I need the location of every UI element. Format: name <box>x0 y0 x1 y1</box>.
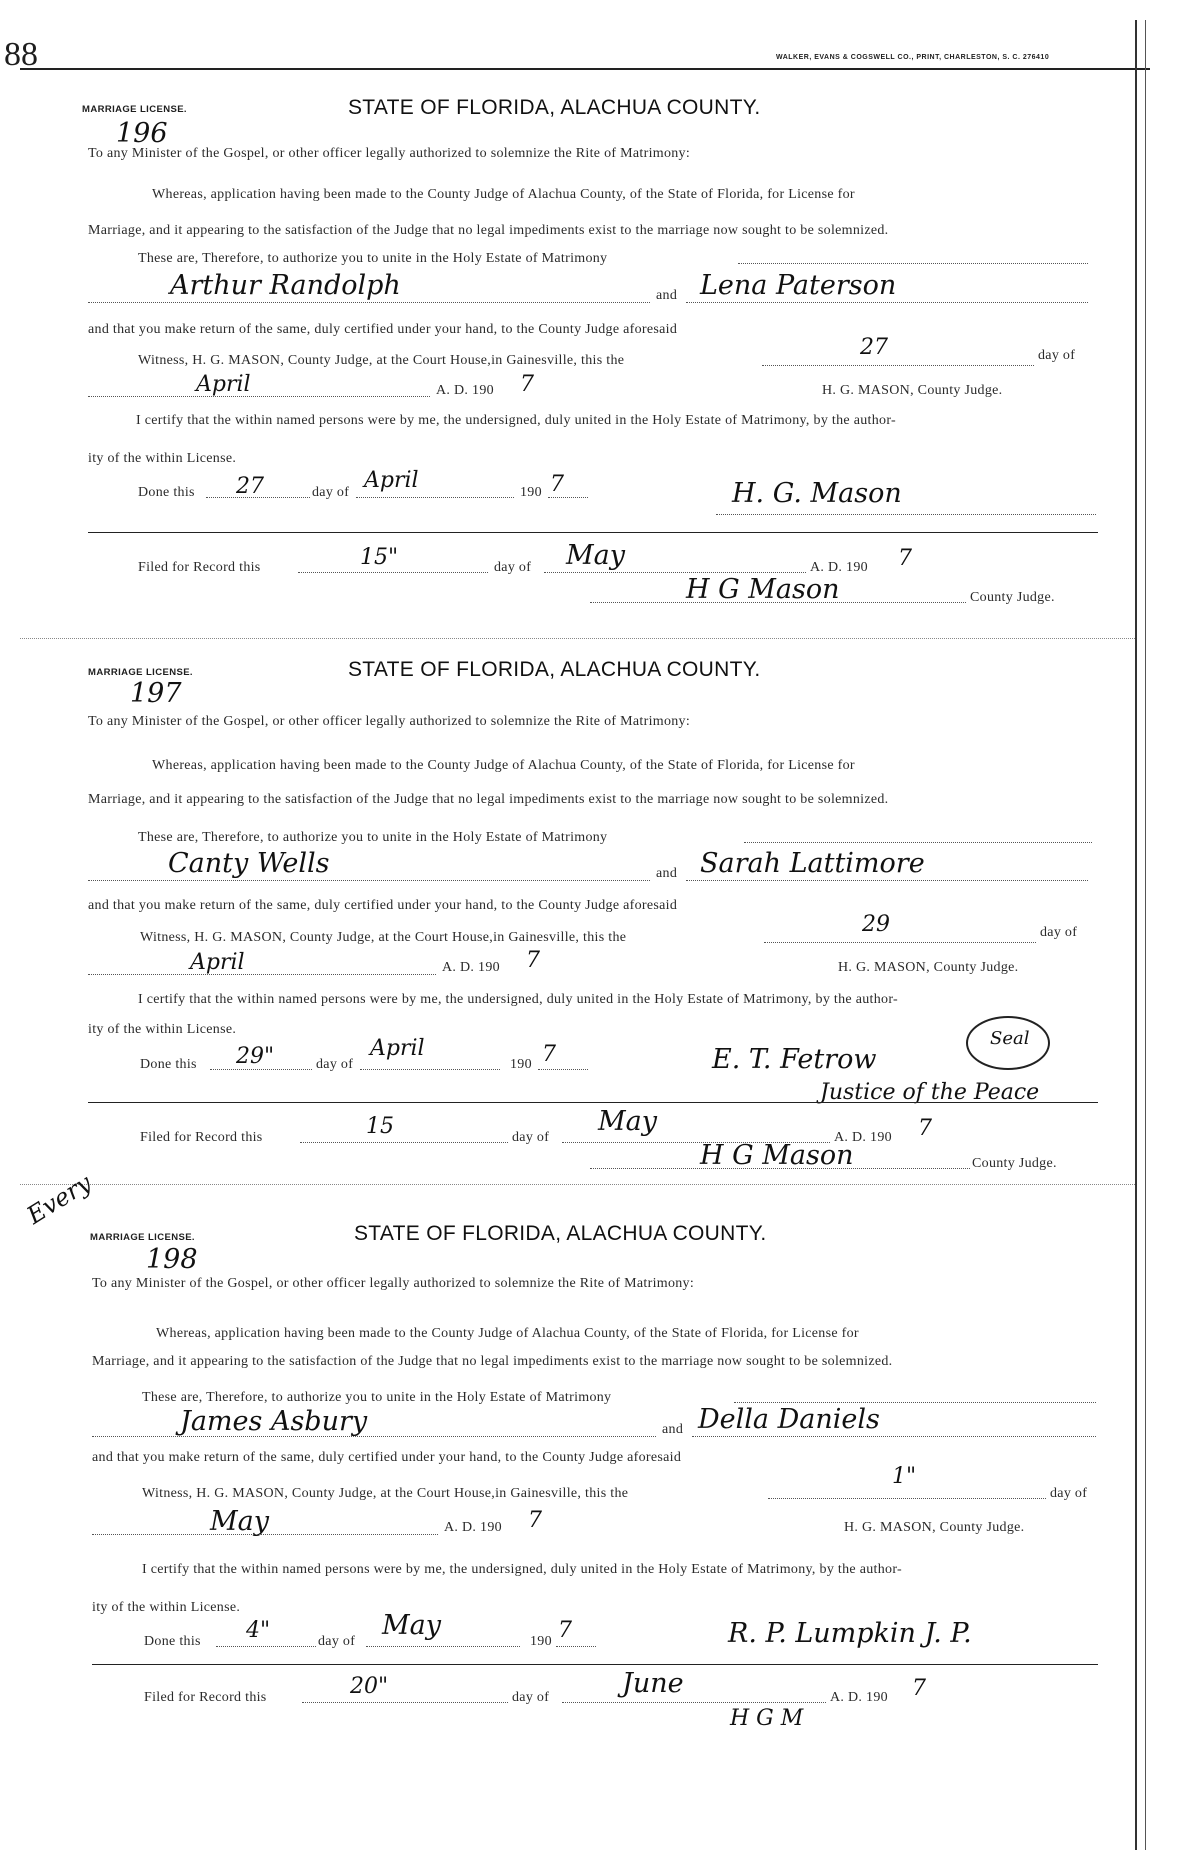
county-judge-label: County Judge. <box>972 1156 1057 1171</box>
fill-line <box>360 1069 500 1070</box>
license-label: MARRIAGE LICENSE. <box>88 667 193 678</box>
done-this-label: Done this <box>144 1634 201 1649</box>
filed-month: June <box>622 1668 684 1699</box>
section-rule <box>92 1664 1098 1665</box>
done-month: May <box>382 1610 441 1641</box>
officiant-signature: E. T. Fetrow <box>712 1044 877 1075</box>
right-border-line-outer <box>1145 20 1146 1850</box>
these-are: These are, Therefore, to authorize you to unite in the Holy Estate of Matrimony <box>138 251 608 266</box>
done-month: April <box>364 468 419 493</box>
bride-name: Lena Paterson <box>700 270 897 301</box>
fill-line <box>356 497 514 498</box>
done-day: 4" <box>246 1618 271 1643</box>
done-this-label: Done this <box>140 1057 197 1072</box>
judge-print: H. G. MASON, County Judge. <box>844 1520 1025 1535</box>
fill-line <box>686 880 1088 881</box>
fill-line <box>744 842 1092 843</box>
done-year-digit: 7 <box>542 1042 556 1067</box>
fill-line <box>556 1646 596 1647</box>
whereas-line-2: Marriage, and it appearing to the satisfaction of the Judge that no legal impediments exist to the marriage now sought to be solemnized. <box>88 792 889 807</box>
license-number: 197 <box>130 678 182 709</box>
ad-label: A. D. 190 <box>442 960 500 975</box>
fill-line <box>298 572 488 573</box>
to-any-minister: To any Minister of the Gospel, or other officer legally authorized to solemnize the Rite of Matrimony: <box>92 1276 695 1291</box>
fill-line <box>210 1069 312 1070</box>
and-label: and <box>656 288 678 303</box>
right-border-line <box>1135 20 1137 1850</box>
filed-month: May <box>598 1106 657 1137</box>
done-day-of-label: day of <box>312 485 350 500</box>
witness-year-digit: 7 <box>528 1508 542 1533</box>
filed-ad-label: A. D. 190 <box>834 1130 892 1145</box>
done-day-of-label: day of <box>316 1057 354 1072</box>
certify-line-2: ity of the within License. <box>88 451 237 466</box>
signature-line <box>590 602 966 603</box>
state-heading: STATE OF FLORIDA, ALACHUA COUNTY. <box>354 1222 767 1245</box>
filed-judge-signature: H G Mason <box>686 574 840 605</box>
done-year: 190 <box>510 1057 532 1072</box>
margin-note: Every <box>22 1168 97 1230</box>
judge-print: H. G. MASON, County Judge. <box>838 960 1019 975</box>
license-number: 198 <box>146 1244 198 1275</box>
officiant-signature: R. P. Lumpkin J. P. <box>728 1618 972 1649</box>
whereas-line-2: Marriage, and it appearing to the satisfaction of the Judge that no legal impediments exist to the marriage now sought to be solemnized. <box>92 1354 893 1369</box>
filed-day: 15 <box>366 1114 394 1139</box>
filed-label: Filed for Record this <box>140 1130 263 1145</box>
section-rule <box>88 532 1098 533</box>
filed-day: 20" <box>350 1674 389 1699</box>
these-are: These are, Therefore, to authorize you to unite in the Holy Estate of Matrimony <box>138 830 608 845</box>
seal-text: Seal <box>990 1028 1030 1049</box>
witness-month: April <box>190 950 245 975</box>
filed-day: 15" <box>360 545 399 570</box>
fill-line <box>768 1498 1046 1499</box>
certify-line-1: I certify that the within named persons were by me, the undersigned, duly united in the Holy Estate of Matrimony, by the author- <box>142 1562 902 1577</box>
fill-line <box>538 1069 588 1070</box>
witness-day: 1" <box>892 1464 917 1489</box>
fill-line <box>366 1646 520 1647</box>
signature-line <box>716 514 1096 515</box>
ad-label: A. D. 190 <box>444 1520 502 1535</box>
filed-month: May <box>566 540 625 571</box>
top-border-line <box>20 68 1150 70</box>
filed-day-of-label: day of <box>494 560 532 575</box>
license-label: MARRIAGE LICENSE. <box>82 104 187 115</box>
whereas-line-1: Whereas, application having been made to the County Judge of Alachua County, of the State of Florida, for License for <box>156 1326 859 1341</box>
fill-line <box>562 1702 826 1703</box>
witness-month: May <box>210 1506 269 1537</box>
and-label: and <box>662 1422 684 1437</box>
fill-line <box>686 302 1088 303</box>
fill-line <box>92 1436 656 1437</box>
witness-month: April <box>196 372 251 397</box>
fill-line <box>216 1646 316 1647</box>
fill-line <box>764 942 1036 943</box>
license-number: 196 <box>116 118 168 149</box>
fill-line <box>544 572 806 573</box>
to-any-minister: To any Minister of the Gospel, or other officer legally authorized to solemnize the Rite of Matrimony: <box>88 714 691 729</box>
fill-line <box>88 880 650 881</box>
fill-line <box>692 1436 1096 1437</box>
fill-line <box>300 1142 508 1143</box>
state-heading: STATE OF FLORIDA, ALACHUA COUNTY. <box>348 658 761 681</box>
state-heading: STATE OF FLORIDA, ALACHUA COUNTY. <box>348 96 761 119</box>
witness-line: Witness, H. G. MASON, County Judge, at the Court House,in Gainesville, this the <box>142 1486 629 1501</box>
page-divider <box>20 638 1135 639</box>
these-are: These are, Therefore, to authorize you to unite in the Holy Estate of Matrimony <box>142 1390 612 1405</box>
filed-ad-label: A. D. 190 <box>830 1690 888 1705</box>
fill-line <box>88 302 650 303</box>
certify-line-2: ity of the within License. <box>92 1600 241 1615</box>
county-judge-label: County Judge. <box>970 590 1055 605</box>
filed-year-digit: 7 <box>912 1676 926 1701</box>
return-line: and that you make return of the same, duly certified under your hand, to the County Judge aforesaid <box>88 898 678 913</box>
groom-name: Canty Wells <box>168 848 330 879</box>
return-line: and that you make return of the same, duly certified under your hand, to the County Judge aforesaid <box>92 1450 682 1465</box>
filed-year-digit: 7 <box>898 546 912 571</box>
filed-day-of-label: day of <box>512 1130 550 1145</box>
fill-line <box>302 1702 508 1703</box>
to-any-minister: To any Minister of the Gospel, or other officer legally authorized to solemnize the Rite of Matrimony: <box>88 146 691 161</box>
judge-print: H. G. MASON, County Judge. <box>822 383 1003 398</box>
section-rule <box>88 1102 1098 1103</box>
fill-line <box>738 263 1088 264</box>
page-number: 88 <box>4 36 38 73</box>
certify-line-1: I certify that the within named persons were by me, the undersigned, duly united in the Holy Estate of Matrimony, by the author- <box>138 992 898 1007</box>
bride-name: Sarah Lattimore <box>700 848 925 879</box>
witness-day: 27 <box>860 335 888 360</box>
whereas-line-1: Whereas, application having been made to the County Judge of Alachua County, of the State of Florida, for License for <box>152 187 855 202</box>
filed-judge-signature: H G Mason <box>700 1140 854 1171</box>
done-month: April <box>370 1036 425 1061</box>
done-year-digit: 7 <box>558 1618 572 1643</box>
fill-line <box>762 365 1034 366</box>
done-day-of-label: day of <box>318 1634 356 1649</box>
officiant-title: Justice of the Peace <box>820 1080 1040 1105</box>
witness-year-digit: 7 <box>520 372 534 397</box>
done-year: 190 <box>520 485 542 500</box>
day-of-label: day of <box>1050 1486 1088 1501</box>
ad-label: A. D. 190 <box>436 383 494 398</box>
witness-line: Witness, H. G. MASON, County Judge, at the Court House,in Gainesville, this the <box>138 353 625 368</box>
certify-line-2: ity of the within License. <box>88 1022 237 1037</box>
license-label: MARRIAGE LICENSE. <box>90 1232 195 1243</box>
bride-name: Della Daniels <box>698 1404 880 1435</box>
officiant-signature: H. G. Mason <box>732 478 902 509</box>
whereas-line-2: Marriage, and it appearing to the satisfaction of the Judge that no legal impediments exist to the marriage now sought to be solemnized. <box>88 223 889 238</box>
groom-name: James Asbury <box>180 1406 368 1437</box>
page-divider <box>20 1184 1135 1185</box>
done-day: 29" <box>236 1044 275 1069</box>
witness-line: Witness, H. G. MASON, County Judge, at the Court House,in Gainesville, this the <box>140 930 627 945</box>
done-this-label: Done this <box>138 485 195 500</box>
whereas-line-1: Whereas, application having been made to the County Judge of Alachua County, of the State of Florida, for License for <box>152 758 855 773</box>
witness-year-digit: 7 <box>526 948 540 973</box>
filed-label: Filed for Record this <box>138 560 261 575</box>
fill-line <box>206 497 310 498</box>
day-of-label: day of <box>1040 925 1078 940</box>
filed-label: Filed for Record this <box>144 1690 267 1705</box>
signature-line <box>590 1168 970 1169</box>
filed-judge-signature: H G M <box>730 1706 804 1731</box>
fill-line <box>548 497 588 498</box>
day-of-label: day of <box>1038 348 1076 363</box>
groom-name: Arthur Randolph <box>170 270 401 301</box>
done-year: 190 <box>530 1634 552 1649</box>
witness-day: 29 <box>862 912 890 937</box>
fill-line <box>92 1534 438 1535</box>
fill-line <box>734 1402 1096 1403</box>
printer-imprint: WALKER, EVANS & COGSWELL CO., PRINT, CHARLESTON, S. C. 276410 <box>776 54 1050 61</box>
filed-year-digit: 7 <box>918 1116 932 1141</box>
done-year-digit: 7 <box>550 472 564 497</box>
filed-day-of-label: day of <box>512 1690 550 1705</box>
done-day: 27 <box>236 474 264 499</box>
fill-line <box>88 396 430 397</box>
return-line: and that you make return of the same, duly certified under your hand, to the County Judge aforesaid <box>88 322 678 337</box>
filed-ad-label: A. D. 190 <box>810 560 868 575</box>
certify-line-1: I certify that the within named persons were by me, the undersigned, duly united in the Holy Estate of Matrimony, by the author- <box>136 413 896 428</box>
fill-line <box>88 974 436 975</box>
and-label: and <box>656 866 678 881</box>
